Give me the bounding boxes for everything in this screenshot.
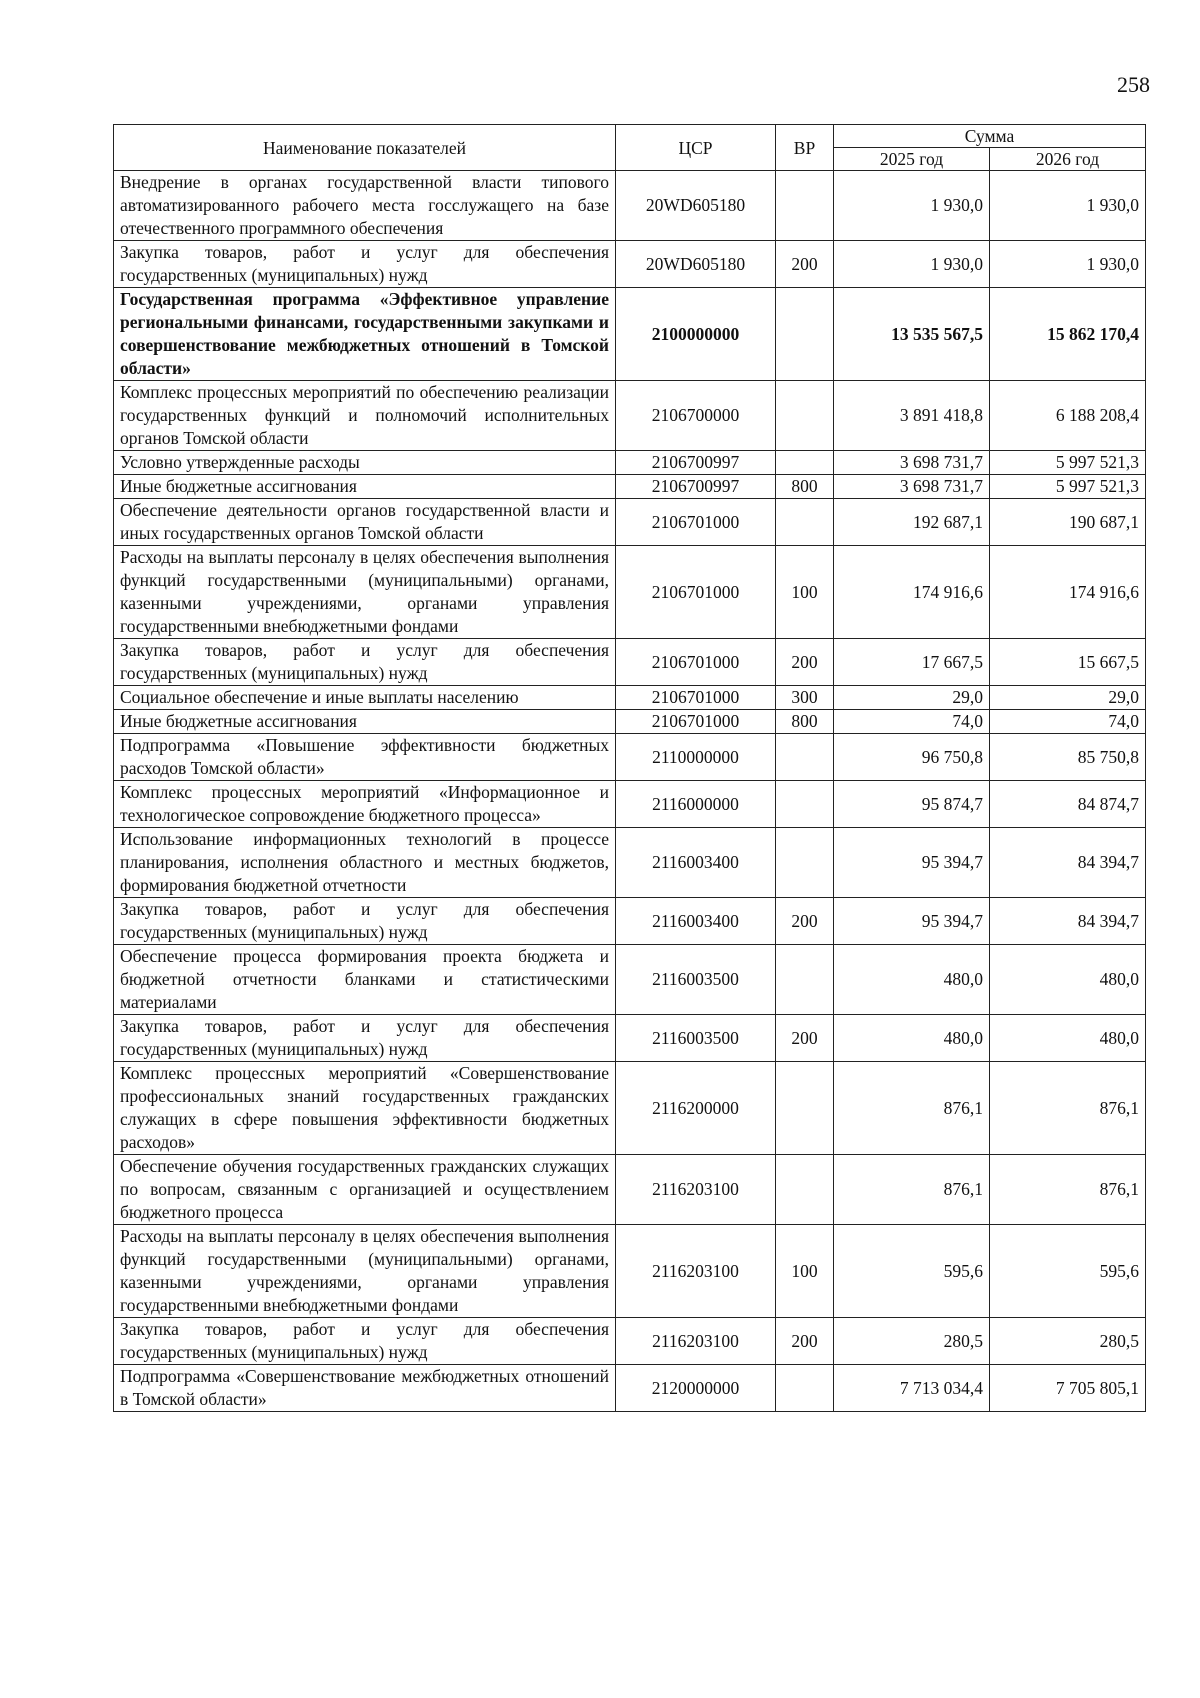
row-sum-2025: 595,6: [834, 1225, 990, 1318]
row-vr: [776, 171, 834, 241]
row-name: Закупка товаров, работ и услуг для обеспечения государственных (муниципальных) нужд: [114, 639, 616, 686]
row-vr: [776, 945, 834, 1015]
row-sum-2025: 95 394,7: [834, 898, 990, 945]
row-vr: [776, 288, 834, 381]
row-vr: 800: [776, 475, 834, 499]
row-name: Расходы на выплаты персоналу в целях обеспечения выполнения функций государственными (муниципальными) органами, казенными учреждениями, органами управления государственными внебюджетными фондами: [114, 1225, 616, 1318]
table-row: [114, 1062, 1146, 1155]
row-csr: 2116003400: [616, 898, 776, 945]
row-sum-2025: 174 916,6: [834, 546, 990, 639]
row-csr: 2106701000: [616, 546, 776, 639]
row-name: Закупка товаров, работ и услуг для обеспечения государственных (муниципальных) нужд: [114, 1318, 616, 1365]
row-name: Обеспечение процесса формирования проекта бюджета и бюджетной отчетности бланками и статистическими материалами: [114, 945, 616, 1015]
row-sum-2026: 15 862 170,4: [990, 288, 1146, 381]
budget-table: [113, 124, 1146, 1412]
table-row: [114, 898, 1146, 945]
row-csr: 2106701000: [616, 639, 776, 686]
table-body: [114, 171, 1146, 1412]
row-sum-2026: 876,1: [990, 1155, 1146, 1225]
table-row: [114, 171, 1146, 241]
row-csr: 20WD605180: [616, 171, 776, 241]
row-csr: 2106700000: [616, 381, 776, 451]
row-sum-2026: 84 874,7: [990, 781, 1146, 828]
row-vr: [776, 381, 834, 451]
row-name: Обеспечение обучения государственных гражданских служащих по вопросам, связанным с организацией и осуществлением бюджетного процесса: [114, 1155, 616, 1225]
row-csr: 2116203100: [616, 1225, 776, 1318]
row-csr: 2116003400: [616, 828, 776, 898]
row-sum-2026: 5 997 521,3: [990, 475, 1146, 499]
row-name: Иные бюджетные ассигнования: [114, 710, 616, 734]
table-row: [114, 781, 1146, 828]
row-csr: 2106701000: [616, 499, 776, 546]
row-vr: 200: [776, 1318, 834, 1365]
row-sum-2026: 595,6: [990, 1225, 1146, 1318]
row-sum-2026: 84 394,7: [990, 828, 1146, 898]
row-vr: [776, 781, 834, 828]
row-sum-2026: 6 188 208,4: [990, 381, 1146, 451]
row-csr: 2100000000: [616, 288, 776, 381]
table-row: [114, 546, 1146, 639]
row-sum-2026: 1 930,0: [990, 241, 1146, 288]
table-row: [114, 451, 1146, 475]
row-sum-2025: 7 713 034,4: [834, 1365, 990, 1412]
row-sum-2026: 1 930,0: [990, 171, 1146, 241]
row-sum-2025: 192 687,1: [834, 499, 990, 546]
row-sum-2025: 876,1: [834, 1155, 990, 1225]
row-sum-2026: 876,1: [990, 1062, 1146, 1155]
row-csr: 2116203100: [616, 1318, 776, 1365]
table-row: [114, 381, 1146, 451]
row-csr: 20WD605180: [616, 241, 776, 288]
table-row: [114, 945, 1146, 1015]
row-vr: 100: [776, 1225, 834, 1318]
row-sum-2026: 7 705 805,1: [990, 1365, 1146, 1412]
row-vr: [776, 1365, 834, 1412]
row-sum-2026: 74,0: [990, 710, 1146, 734]
row-name: Комплекс процессных мероприятий «Совершенствование профессиональных знаний государственных гражданских служащих в сфере повышения эффективности бюджетных расходов»: [114, 1062, 616, 1155]
row-name: Внедрение в органах государственной власти типового автоматизированного рабочего места госслужащего на базе отечественного программного обеспечения: [114, 171, 616, 241]
row-vr: [776, 1062, 834, 1155]
row-name: Обеспечение деятельности органов государственной власти и иных государственных органов Томской области: [114, 499, 616, 546]
row-name: Социальное обеспечение и иные выплаты населению: [114, 686, 616, 710]
row-sum-2026: 15 667,5: [990, 639, 1146, 686]
row-vr: 200: [776, 639, 834, 686]
row-sum-2026: 480,0: [990, 1015, 1146, 1062]
header-year-2026: 2026 год: [990, 148, 1146, 171]
header-name: Наименование показателей: [114, 125, 616, 171]
row-name: Подпрограмма «Повышение эффективности бюджетных расходов Томской области»: [114, 734, 616, 781]
row-csr: 2116203100: [616, 1155, 776, 1225]
row-sum-2025: 95 874,7: [834, 781, 990, 828]
row-vr: 200: [776, 898, 834, 945]
page-number: 258: [1117, 72, 1150, 97]
table-row: [114, 1365, 1146, 1412]
row-name: Подпрограмма «Совершенствование межбюджетных отношений в Томской области»: [114, 1365, 616, 1412]
row-sum-2025: 3 698 731,7: [834, 475, 990, 499]
header-vr: ВР: [776, 125, 834, 171]
row-csr: 2106700997: [616, 451, 776, 475]
row-sum-2025: 480,0: [834, 1015, 990, 1062]
row-sum-2026: 29,0: [990, 686, 1146, 710]
row-sum-2026: 174 916,6: [990, 546, 1146, 639]
table-row: [114, 499, 1146, 546]
table-row: [114, 734, 1146, 781]
table-row: [114, 475, 1146, 499]
row-sum-2025: 3 698 731,7: [834, 451, 990, 475]
table-row: [114, 1318, 1146, 1365]
header-year-2025: 2025 год: [834, 148, 990, 171]
row-csr: 2106700997: [616, 475, 776, 499]
row-name: Расходы на выплаты персоналу в целях обеспечения выполнения функций государственными (муниципальными) органами, казенными учреждениями, органами управления государственными внебюджетными фондами: [114, 546, 616, 639]
row-csr: 2116000000: [616, 781, 776, 828]
row-vr: 800: [776, 710, 834, 734]
table-row: [114, 639, 1146, 686]
row-sum-2025: 1 930,0: [834, 241, 990, 288]
row-sum-2026: 280,5: [990, 1318, 1146, 1365]
table-row: [114, 1225, 1146, 1318]
row-vr: 200: [776, 1015, 834, 1062]
row-sum-2025: 96 750,8: [834, 734, 990, 781]
table-row: [114, 241, 1146, 288]
row-csr: 2120000000: [616, 1365, 776, 1412]
row-csr: 2106701000: [616, 710, 776, 734]
table-row: [114, 686, 1146, 710]
table-row: [114, 828, 1146, 898]
row-vr: [776, 828, 834, 898]
row-sum-2026: 190 687,1: [990, 499, 1146, 546]
row-csr: 2106701000: [616, 686, 776, 710]
row-csr: 2116200000: [616, 1062, 776, 1155]
row-sum-2025: 3 891 418,8: [834, 381, 990, 451]
row-vr: [776, 451, 834, 475]
row-vr: [776, 499, 834, 546]
header-sum: Сумма: [834, 125, 1146, 148]
row-sum-2025: 29,0: [834, 686, 990, 710]
row-vr: [776, 1155, 834, 1225]
row-name: Закупка товаров, работ и услуг для обеспечения государственных (муниципальных) нужд: [114, 241, 616, 288]
row-vr: 200: [776, 241, 834, 288]
row-name: Иные бюджетные ассигнования: [114, 475, 616, 499]
row-sum-2025: 876,1: [834, 1062, 990, 1155]
row-name: Использование информационных технологий в процессе планирования, исполнения областного и местных бюджетов, формирования бюджетной отчетности: [114, 828, 616, 898]
row-sum-2025: 13 535 567,5: [834, 288, 990, 381]
row-sum-2025: 17 667,5: [834, 639, 990, 686]
row-vr: [776, 734, 834, 781]
row-sum-2025: 95 394,7: [834, 828, 990, 898]
row-name: Закупка товаров, работ и услуг для обеспечения государственных (муниципальных) нужд: [114, 1015, 616, 1062]
row-name: Условно утвержденные расходы: [114, 451, 616, 475]
header-csr: ЦСР: [616, 125, 776, 171]
row-name: Комплекс процессных мероприятий по обеспечению реализации государственных функций и полномочий исполнительных органов Томской области: [114, 381, 616, 451]
row-csr: 2110000000: [616, 734, 776, 781]
row-sum-2025: 280,5: [834, 1318, 990, 1365]
row-vr: 300: [776, 686, 834, 710]
table-row: [114, 1015, 1146, 1062]
row-name: Комплекс процессных мероприятий «Информационное и технологическое сопровождение бюджетного процесса»: [114, 781, 616, 828]
row-sum-2025: 74,0: [834, 710, 990, 734]
row-name: Государственная программа «Эффективное управление региональными финансами, государственными закупками и совершенствование межбюджетных отношений в Томской области»: [114, 288, 616, 381]
row-csr: 2116003500: [616, 945, 776, 1015]
row-sum-2025: 480,0: [834, 945, 990, 1015]
row-sum-2026: 480,0: [990, 945, 1146, 1015]
table-header: [114, 125, 1146, 171]
table-row: [114, 1155, 1146, 1225]
row-vr: 100: [776, 546, 834, 639]
row-sum-2026: 84 394,7: [990, 898, 1146, 945]
row-name: Закупка товаров, работ и услуг для обеспечения государственных (муниципальных) нужд: [114, 898, 616, 945]
row-sum-2026: 5 997 521,3: [990, 451, 1146, 475]
row-sum-2026: 85 750,8: [990, 734, 1146, 781]
table-row: [114, 710, 1146, 734]
row-csr: 2116003500: [616, 1015, 776, 1062]
row-sum-2025: 1 930,0: [834, 171, 990, 241]
table-row: [114, 288, 1146, 381]
